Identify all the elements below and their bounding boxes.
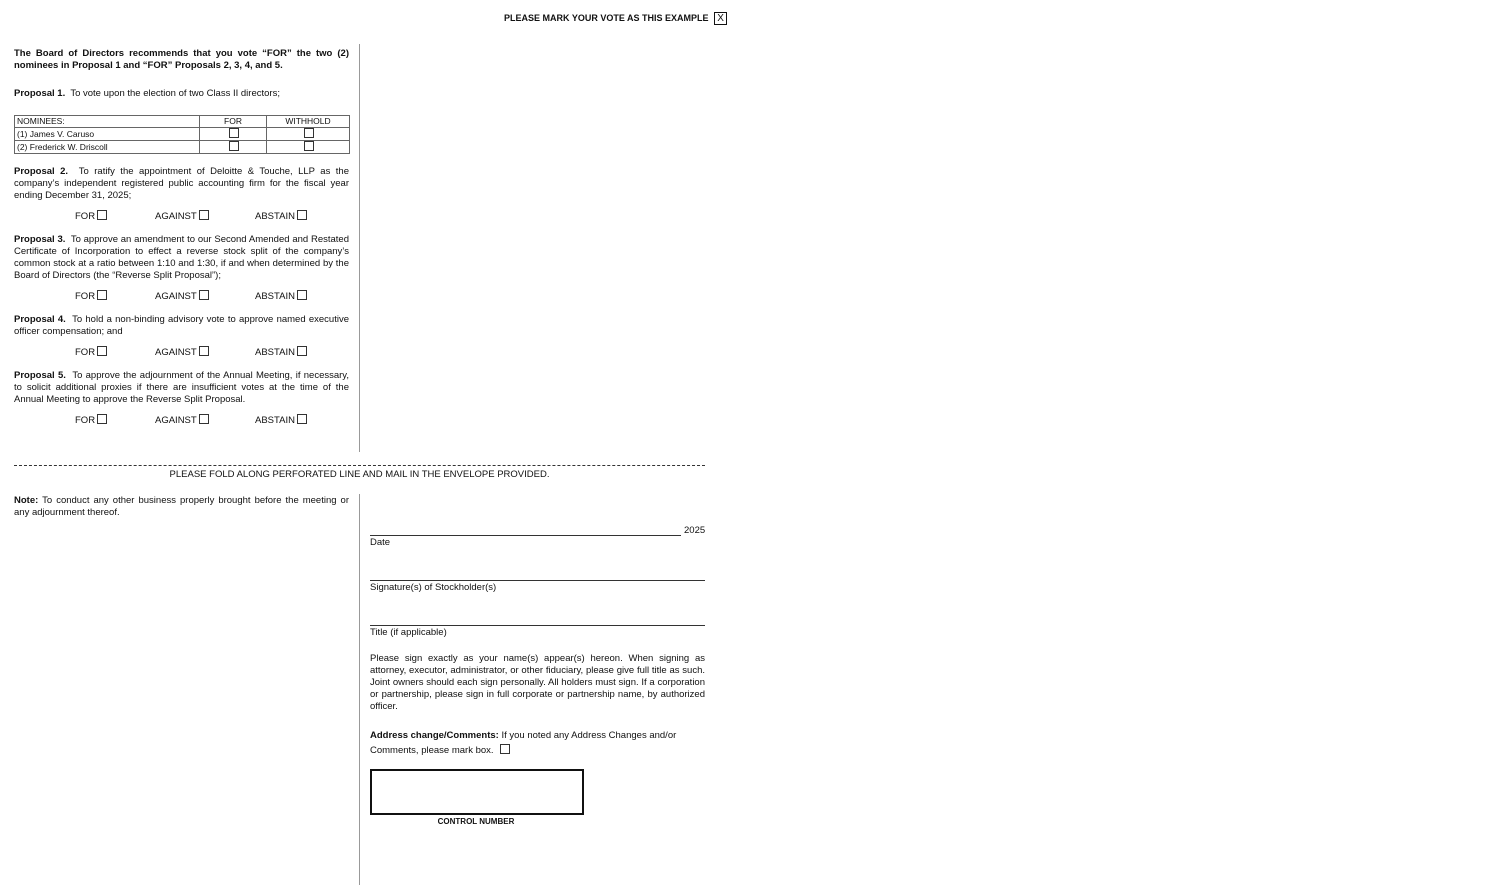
proposal-3-against	[155, 290, 209, 302]
nominees-header-row	[15, 116, 350, 128]
proposal-5-for	[75, 414, 107, 426]
fold-instructions: PLEASE FOLD ALONG PERFORATED LINE AND MAIL IN THE ENVELOPE PROVIDED.	[169, 469, 550, 480]
for-label: FOR	[75, 347, 96, 358]
proposal-4-abstain-checkbox[interactable]	[297, 346, 307, 356]
signature-line[interactable]	[370, 580, 705, 581]
proposal-3-text: To approve an amendment to our Second Amended and Restated Certificate of Incorporation to effect a reverse stock split of the company’s common stock at a ratio between 1:10 and 1:30, if and when determined by the Board of Directors (the “Reverse Split Proposal”);	[14, 234, 349, 281]
proposal-5-against-checkbox[interactable]	[199, 414, 209, 424]
abstain-label: ABSTAIN	[255, 415, 295, 426]
upper-divider	[359, 44, 360, 452]
for-label: FOR	[75, 415, 96, 426]
vote-example-label: PLEASE MARK YOUR VOTE AS THIS EXAMPLE	[504, 13, 709, 23]
board-recommendation: The Board of Directors recommends that you vote “FOR” the two (2) nominees in Proposal 1 and “FOR” Proposals 2, 3, 4, and 5.	[14, 48, 349, 71]
proposal-3-against-checkbox[interactable]	[199, 290, 209, 300]
nominee-1-for-checkbox[interactable]	[229, 128, 239, 138]
table-row	[15, 128, 350, 141]
nominee-2-withhold-checkbox[interactable]	[304, 141, 314, 151]
proposal-4	[14, 314, 349, 338]
signature-label: Signature(s) of Stockholder(s)	[370, 582, 497, 593]
against-label: AGAINST	[155, 415, 197, 426]
perforated-line	[14, 465, 705, 466]
proposal-5-abstain	[255, 414, 307, 426]
proposal-3-for-checkbox[interactable]	[97, 290, 107, 300]
proposal-2-against	[155, 210, 209, 222]
proposal-2-abstain-checkbox[interactable]	[297, 210, 307, 220]
signing-instructions: Please sign exactly as your name(s) appear(s) hereon. When signing as attorney, executor, administrator, or other fiduciary, please give full title as such. Joint owners should each sign personally. All holders must sign. If a corporation or partnership, please sign in full corporate or partnership name, by authorized officer.	[370, 653, 705, 712]
date-line[interactable]	[370, 535, 681, 536]
control-number-box	[370, 769, 584, 815]
proposal-2-for	[75, 210, 107, 222]
title-label: Title (if applicable)	[370, 627, 447, 638]
proposal-4-for	[75, 346, 107, 358]
proposal-4-abstain	[255, 346, 307, 358]
withhold-header: WITHHOLD	[267, 116, 350, 128]
address-change-checkbox[interactable]	[500, 744, 510, 754]
proposal-4-text: To hold a non-binding advisory vote to approve named executive officer compensation; and	[14, 314, 349, 337]
against-label: AGAINST	[155, 211, 197, 222]
nominee-1-withhold-checkbox[interactable]	[304, 128, 314, 138]
vote-example-box: X	[714, 12, 727, 25]
address-change-text: If you noted any Address Changes and/or Comments, please mark box.	[370, 730, 677, 756]
proposal-5-abstain-checkbox[interactable]	[297, 414, 307, 424]
proposal-5-text: To approve the adjournment of the Annual Meeting, if necessary, to solicit additional proxies if there are insufficient votes at the time of the Annual Meeting to approve the Reverse Split Proposal.	[14, 370, 349, 405]
proposal-1-label: Proposal 1.	[14, 88, 66, 99]
proposal-3-for	[75, 290, 107, 302]
proposal-2	[14, 166, 349, 202]
nominees-header: NOMINEES:	[15, 116, 200, 128]
for-label: FOR	[75, 211, 96, 222]
proposal-5-for-checkbox[interactable]	[97, 414, 107, 424]
abstain-label: ABSTAIN	[255, 347, 295, 358]
proposal-2-against-checkbox[interactable]	[199, 210, 209, 220]
proposal-4-against-checkbox[interactable]	[199, 346, 209, 356]
proposal-2-for-checkbox[interactable]	[97, 210, 107, 220]
title-line[interactable]	[370, 625, 705, 626]
nominee-name: (1) James V. Caruso	[15, 128, 200, 141]
abstain-label: ABSTAIN	[255, 211, 295, 222]
lower-divider	[359, 494, 360, 885]
note	[14, 495, 349, 519]
control-number-label: CONTROL NUMBER	[437, 817, 515, 826]
nominees-table	[14, 115, 350, 154]
against-label: AGAINST	[155, 291, 197, 302]
proposal-1-text: To vote upon the election of two Class II directors;	[70, 88, 280, 99]
abstain-label: ABSTAIN	[255, 291, 295, 302]
address-change	[370, 728, 708, 758]
nominee-2-for-checkbox[interactable]	[229, 141, 239, 151]
proposal-4-for-checkbox[interactable]	[97, 346, 107, 356]
proposal-5-label: Proposal 5.	[14, 370, 66, 381]
proposal-4-against	[155, 346, 209, 358]
table-row	[15, 141, 350, 154]
proposal-5-against	[155, 414, 209, 426]
proposal-3	[14, 234, 349, 282]
proposal-3-abstain-checkbox[interactable]	[297, 290, 307, 300]
for-label: FOR	[75, 291, 96, 302]
proposal-3-label: Proposal 3.	[14, 234, 66, 245]
date-label: Date	[370, 537, 391, 548]
note-text: To conduct any other business properly brought before the meeting or any adjournment thereof.	[14, 495, 349, 518]
date-year: 2025	[684, 525, 706, 536]
proposal-2-label: Proposal 2.	[14, 166, 69, 177]
proposal-4-label: Proposal 4.	[14, 314, 66, 325]
for-header: FOR	[200, 116, 267, 128]
proposal-1	[14, 88, 349, 100]
proposal-2-abstain	[255, 210, 307, 222]
proposal-2-text: To ratify the appointment of Deloitte & Touche, LLP as the company’s independent registered public accounting firm for the fiscal year ending December 31, 2025;	[14, 166, 349, 201]
note-label: Note:	[14, 495, 39, 506]
proposal-3-abstain	[255, 290, 307, 302]
proposal-5	[14, 370, 349, 406]
vote-example-header	[504, 12, 727, 25]
address-change-label: Address change/Comments:	[370, 730, 499, 741]
against-label: AGAINST	[155, 347, 197, 358]
nominee-name: (2) Frederick W. Driscoll	[15, 141, 200, 154]
